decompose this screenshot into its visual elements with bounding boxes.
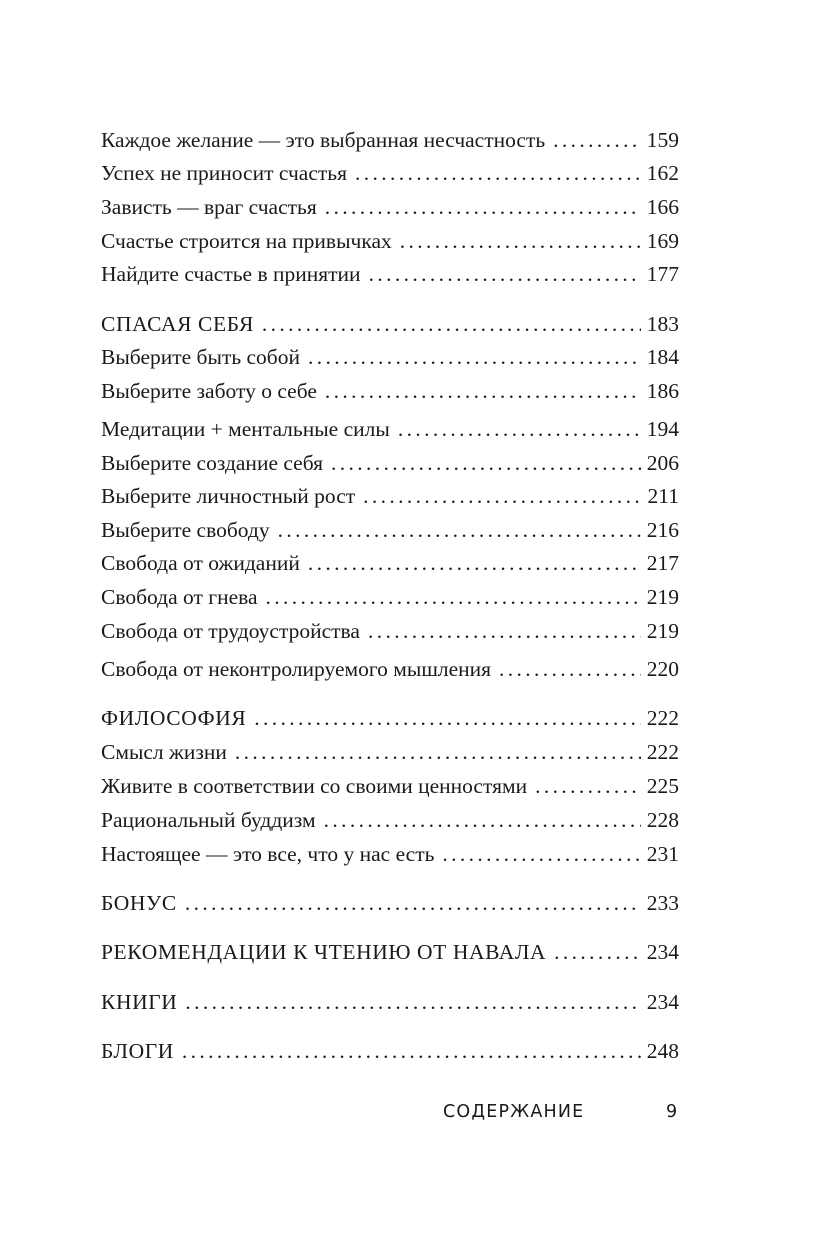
toc-entry xyxy=(101,548,679,578)
toc-entry-title: Рациональный буддизм xyxy=(101,808,316,832)
dot-leader xyxy=(368,616,641,646)
dot-leader xyxy=(553,125,641,155)
dot-leader xyxy=(442,839,640,869)
toc-entry-title: Выберите создание себя xyxy=(101,451,324,475)
toc-entry-page: 217 xyxy=(646,551,679,575)
dot-leader xyxy=(325,192,641,222)
toc-entry xyxy=(101,771,679,801)
toc-section-title: ФИЛОСОФИЯ xyxy=(101,706,247,730)
toc-entry xyxy=(101,737,679,767)
toc-section-title: КНИГИ xyxy=(101,990,178,1014)
dot-leader xyxy=(499,654,641,684)
toc-entry-page: 231 xyxy=(646,842,679,866)
dot-leader xyxy=(182,1036,641,1066)
dot-leader xyxy=(266,582,641,612)
dot-leader xyxy=(535,771,641,801)
toc-entry xyxy=(101,259,679,289)
dot-leader xyxy=(308,342,641,372)
toc-entry-title: Счастье строится на привычках xyxy=(101,229,392,253)
toc-section-entry xyxy=(101,937,679,967)
toc-entry-title: Смысл жизни xyxy=(101,740,227,764)
dot-leader xyxy=(262,309,641,339)
toc-entry xyxy=(101,192,679,222)
toc-entry-page: 222 xyxy=(646,706,679,730)
toc-entry xyxy=(101,805,679,835)
toc-entry-page: 177 xyxy=(646,262,679,286)
toc-entry-title: Зависть — враг счастья xyxy=(101,195,317,219)
dot-leader xyxy=(308,548,641,578)
toc-entry xyxy=(101,342,679,372)
toc-entry-title: Живите в соответствии со своими ценностями xyxy=(101,774,528,798)
toc-entry xyxy=(101,125,679,155)
dot-leader xyxy=(355,158,641,188)
dot-leader xyxy=(185,987,640,1017)
toc-entry xyxy=(101,616,679,646)
toc-entry-page: 228 xyxy=(646,808,679,832)
dot-leader xyxy=(235,737,641,767)
dot-leader xyxy=(398,414,641,444)
running-footer-title: СОДЕРЖАНИЕ xyxy=(443,1102,585,1122)
toc-entry-page: 219 xyxy=(646,619,679,643)
toc-entry-title: Выберите быть собой xyxy=(101,345,301,369)
dot-leader xyxy=(554,937,641,967)
toc-entry-page: 186 xyxy=(646,379,679,403)
dot-leader xyxy=(325,376,641,406)
toc-section-title: БОНУС xyxy=(101,891,177,915)
dot-leader xyxy=(400,226,641,256)
toc-entry-title: Свобода от гнева xyxy=(101,585,258,609)
toc-section-entry xyxy=(101,1036,679,1066)
toc-section-entry xyxy=(101,309,679,339)
toc-entry-title: Выберите свободу xyxy=(101,518,270,542)
toc-entry xyxy=(101,226,679,256)
toc-entry-page: 159 xyxy=(646,128,679,152)
toc-entry-page: 216 xyxy=(646,518,679,542)
toc-entry-title: Найдите счастье в принятии xyxy=(101,262,361,286)
toc-entry-title: Выберите личностный рост xyxy=(101,484,356,508)
dot-leader xyxy=(331,448,641,478)
toc-entry-title: Каждое желание — это выбранная несчастность xyxy=(101,128,546,152)
toc-entry xyxy=(101,158,679,188)
dot-leader xyxy=(254,703,640,733)
toc-entry-page: 183 xyxy=(646,312,679,336)
dot-leader xyxy=(278,515,641,545)
toc-entry xyxy=(101,448,679,478)
toc-entry xyxy=(101,414,679,444)
toc-section-title: СПАСАЯ СЕБЯ xyxy=(101,312,254,336)
toc-section-entry xyxy=(101,703,679,733)
toc-entry-title: Настоящее — это все, что у нас есть xyxy=(101,842,435,866)
toc-section-entry xyxy=(101,888,679,918)
toc-entry-page: 169 xyxy=(646,229,679,253)
toc-entry xyxy=(101,481,679,511)
toc-section-title: РЕКОМЕНДАЦИИ К ЧТЕНИЮ ОТ НАВАЛА xyxy=(101,940,547,964)
toc-entry-title: Медитации + ментальные силы xyxy=(101,417,390,441)
toc-entry-page: 166 xyxy=(646,195,679,219)
toc-entry-page: 234 xyxy=(646,990,679,1014)
toc-entry-title: Выберите заботу о себе xyxy=(101,379,317,403)
toc-entry xyxy=(101,515,679,545)
toc-entry-page: 219 xyxy=(646,585,679,609)
toc-entry-page: 248 xyxy=(646,1039,679,1063)
toc-entry-page: 184 xyxy=(646,345,679,369)
toc-entry xyxy=(101,582,679,612)
toc-section-title: БЛОГИ xyxy=(101,1039,174,1063)
toc-entry-page: 225 xyxy=(646,774,679,798)
toc-entry xyxy=(101,376,679,406)
dot-leader xyxy=(324,805,641,835)
toc-entry-page: 222 xyxy=(646,740,679,764)
toc-entry-page: 194 xyxy=(646,417,679,441)
toc-entry xyxy=(101,839,679,869)
dot-leader xyxy=(369,259,641,289)
toc-entry-title: Свобода от неконтролируемого мышления xyxy=(101,657,492,681)
toc-entry-title: Свобода от ожиданий xyxy=(101,551,300,575)
toc-entry-page: 211 xyxy=(647,484,679,508)
toc-entry-page: 206 xyxy=(646,451,679,475)
toc-entry-page: 234 xyxy=(646,940,679,964)
toc-entry-page: 162 xyxy=(646,161,679,185)
dot-leader xyxy=(185,888,641,918)
page-number: 9 xyxy=(666,1102,679,1122)
toc-entry-title: Успех не приносит счастья xyxy=(101,161,347,185)
dot-leader xyxy=(363,481,641,511)
toc-entry-page: 220 xyxy=(646,657,679,681)
toc-entry xyxy=(101,654,679,684)
toc-entry-title: Свобода от трудоустройства xyxy=(101,619,360,643)
toc-entry-page: 233 xyxy=(646,891,679,915)
toc-section-entry xyxy=(101,987,679,1017)
